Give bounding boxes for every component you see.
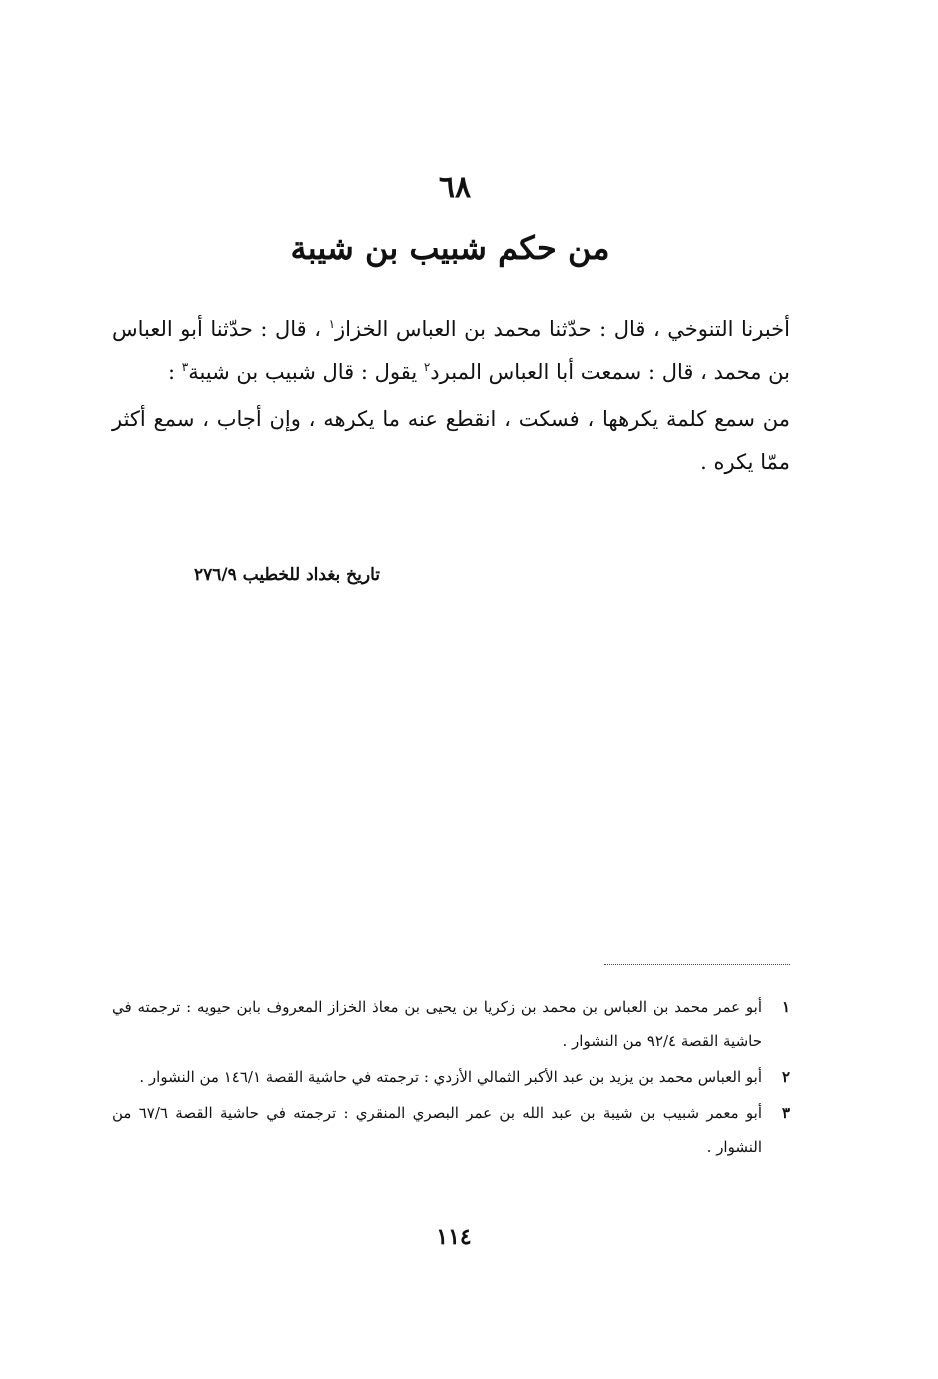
- footnote-text: أبو معمر شبيب بن شيبة بن عبد الله بن عمر البصري المنقري : ترجمته في حاشية القصة ٦٧/٦ من النشوار .: [112, 1104, 762, 1156]
- footnote-number: ١: [781, 998, 790, 1016]
- footnote-number: ٣: [781, 1104, 790, 1122]
- footnotes: [112, 990, 790, 1166]
- footnote-item: [112, 990, 790, 1058]
- footnote-text: أبو عمر محمد بن العباس بن محمد بن زكريا بن يحيى بن معاذ الخزاز المعروف بابن حيويه : ترجمته في حاشية القصة ٩٢/٤ من النشوار .: [112, 998, 762, 1050]
- isnad-text-3: يقول : قال شبيب بن شيبة: [188, 360, 424, 384]
- quote-paragraph: من سمع كلمة يكرهها ، فسكت ، انقطع عنه ما يكرهه ، وإن أجاب ، سمع أكثر ممّا يكره .: [112, 407, 790, 474]
- footnote-ref-2: ٢: [423, 360, 431, 374]
- footnote-ref-1: ١: [328, 317, 336, 331]
- footnote-number: ٢: [781, 1068, 790, 1086]
- story-number: ٦٨: [438, 170, 472, 205]
- footnote-item: [112, 1096, 790, 1164]
- source-citation: تاريخ بغداد للخطيب ٢٧٦/٩: [193, 565, 380, 585]
- story-title: من حكم شبيب بن شيبة: [290, 229, 610, 267]
- footnote-divider: [604, 964, 790, 965]
- isnad-text-1: أخبرنا التنوخي ، قال : حدّثنا محمد بن العباس الخزاز: [335, 317, 790, 341]
- footnote-ref-3: ٣: [181, 360, 189, 374]
- footnote-text: أبو العباس محمد بن يزيد بن عبد الأكبر الثمالي الأزدي : ترجمته في حاشية القصة ١٤٦/١ من النشوار .: [139, 1068, 762, 1086]
- isnad-text-4: :: [167, 360, 182, 384]
- story-body: [112, 308, 790, 484]
- footnote-item: [112, 1060, 790, 1094]
- isnad-text-2: ، قال : حدّثنا أبو العباس بن محمد ، قال : سمعت أبا العباس المبرد: [112, 317, 790, 384]
- isnad-paragraph: [112, 308, 790, 394]
- page-number: ١١٤: [436, 1224, 472, 1250]
